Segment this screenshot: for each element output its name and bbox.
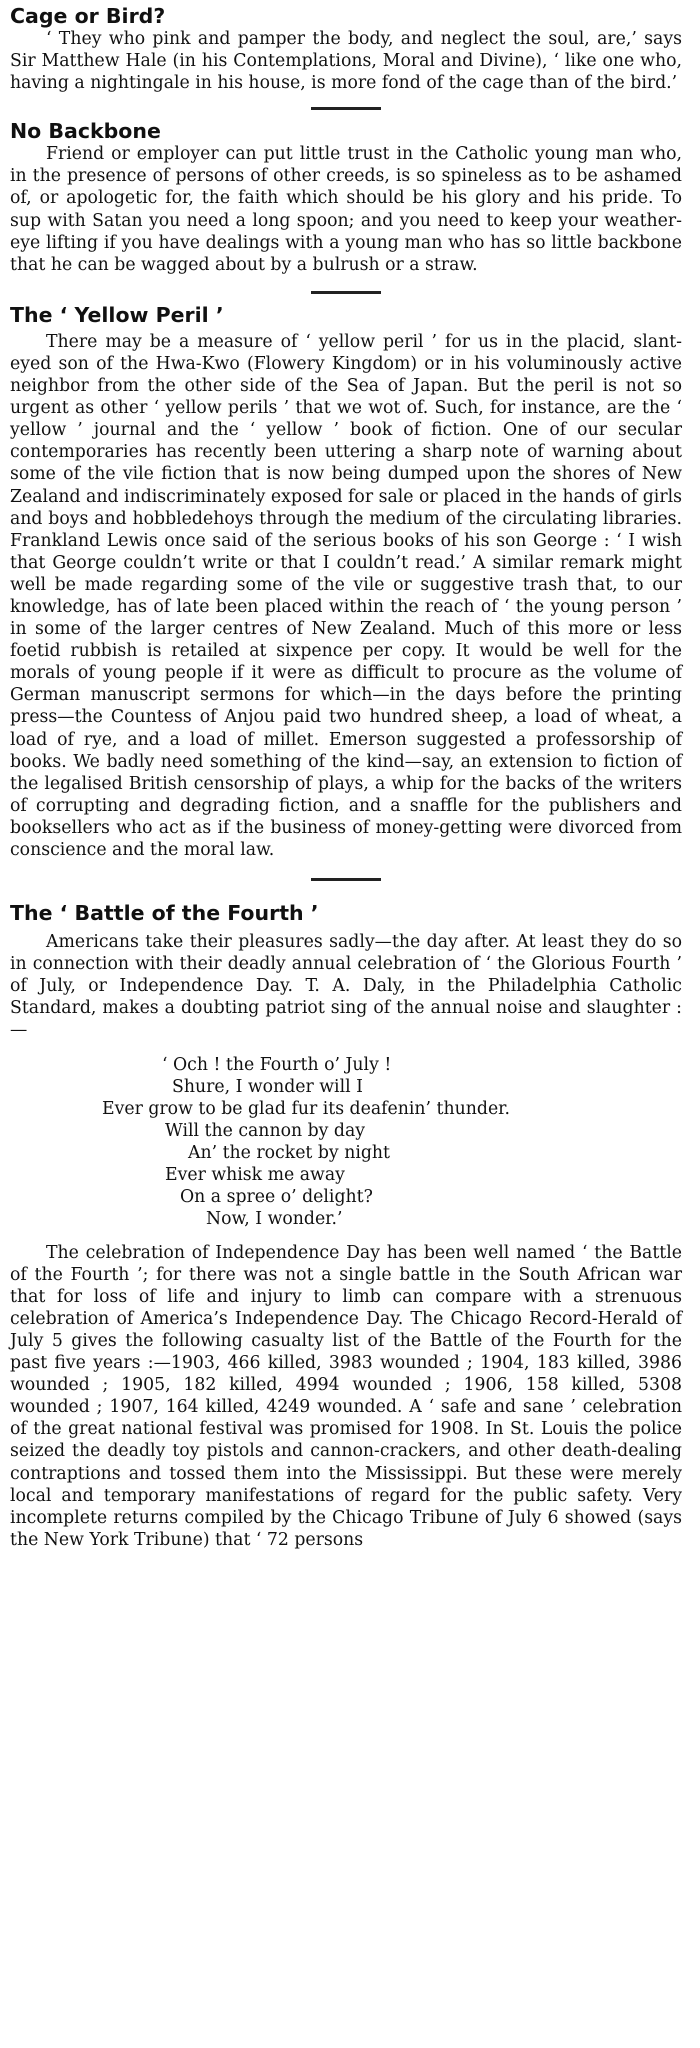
section-yellow-peril bbox=[10, 303, 682, 861]
paragraph: The celebration of Independence Day has been well named ‘ the Battle of the Fourth ’; for there was not a single battle in the South African war that for loss of life and injury to limb can compare with a strenuous celebration of America’s Independence Day. The Chicago Record-Herald of July 5 gives the following casualty list of the Battle of the Fourth for the past five years :—1903, 466 killed, 3983 wounded ; 1904, 183 killed, 3986 wounded ; 1905, 182 killed, 4994 wounded ; 1906, 158 killed, 5308 wounded ; 1907, 164 killed, 4249 wounded. A ‘ safe and sane ’ celebration of the great national festival was promised for 1908. In St. Louis the police seized the deadly toy pistols and cannon-crackers, and other death-dealing contraptions and tossed them into the Mississippi. But these were merely local and temporary manifestations of regard for the public safety. Very incomplete returns compiled by the Chicago Tribune of July 6 showed (says the New York Tribune) that ‘ 72 persons bbox=[10, 1242, 682, 1550]
paragraph: Americans take their pleasures sadly—the day after. At least they do so in connection with their deadly annual celebration of ‘ the Glorious Fourth ’ of July, or Independence Day. T. A. Daly, in the Philadelphia Catholic Standard, makes a doubting patriot sing of the annual noise and slaughter :— bbox=[10, 932, 682, 1041]
section-title: The ‘ Battle of the Fourth ’ bbox=[10, 901, 319, 926]
paragraph: Friend or employer can put little trust in the Catholic young man who, in the presence of persons of other creeds, is so spineless as to be ashamed of, or apologetic for, the faith which should be his glory and his pride. To sup with Satan you need a long spoon; and you need to keep your weather-eye lifting if you have dealings with a young man who has so little backbone that he can be wagged about by a bulrush or a straw. bbox=[10, 144, 682, 275]
section-no-backbone bbox=[10, 119, 682, 276]
poem-line: Ever whisk me away bbox=[165, 1164, 345, 1185]
section-divider bbox=[311, 878, 381, 881]
section-title: No Backbone bbox=[10, 119, 161, 144]
paragraph: There may be a measure of ‘ yellow peril ’ for us in the placid, slant-eyed son of the Hwa-Kwo (Flowery Kingdom) or in his voluminously active neighbor from the other side of the Sea of Japan. But the peril is not so urgent as other ‘ yellow perils ’ that we wot of. Such, for instance, are the ‘ yellow ’ journal and the ‘ yellow ’ book of fiction. One of our secular contemporaries has recently been uttering a sharp note of warning about some of the vile fiction that is now being dumped upon the shores of New Zealand and indiscriminately exposed for sale or placed in the hands of girls and boys and hobbledehoys through the medium of the circulating libraries. Frankland Lewis once said of the serious books of his son George : ‘ I wish that George couldn’t write or that I couldn’t read.’ A similar remark might well be made regarding some of the vile or suggestive trash that, to our knowledge, has of late been placed within the reach of ‘ the young person ’ in some of the larger centres of New Zealand. Much of this more or less foetid rubbish is retailed at sixpence per copy. It would be well for the morals of young people if it were as difficult to procure as the volume of German manuscript sermons for which—in the days before the printing press—the Countess of Anjou paid two hundred sheep, a load of wheat, a load of rye, and a load of millet. Emerson suggested a professorship of books. We badly need something of the kind—say, an extension to fiction of the legalised British censorship of plays, a whip for the backs of the writers of corrupting and degrading fiction, and a snaffle for the publishers and booksellers who act as if the business of money-getting were divorced from conscience and the moral law. bbox=[10, 331, 682, 860]
paragraph: ‘ They who pink and pamper the body, and neglect the soul, are,’ says Sir Matthew Hale (in his Contemplations, Moral and Divine), ‘ like one who, having a nightingale in his house, is more fond of the cage than of the bird.’ bbox=[10, 29, 682, 94]
poem-line: ‘ Och ! the Fourth o’ July ! bbox=[162, 1054, 392, 1075]
poem-line: Shure, I wonder will I bbox=[172, 1076, 363, 1097]
poem-line: An’ the rocket by night bbox=[188, 1142, 390, 1163]
section-title: Cage or Bird? bbox=[10, 4, 166, 28]
poem-line: On a spree o’ delight? bbox=[180, 1186, 373, 1207]
poem-line: Now, I wonder.’ bbox=[206, 1208, 343, 1229]
section-divider bbox=[311, 107, 381, 110]
section-cage-or-bird bbox=[10, 0, 682, 94]
section-title: The ‘ Yellow Peril ’ bbox=[10, 302, 224, 327]
section-battle-of-the-fourth bbox=[10, 901, 682, 1551]
poem-line: Ever grow to be glad fur its deafenin’ thunder. bbox=[102, 1098, 511, 1119]
section-divider bbox=[311, 291, 381, 294]
poem-line: Will the cannon by day bbox=[165, 1120, 366, 1141]
poem bbox=[10, 1054, 682, 1230]
